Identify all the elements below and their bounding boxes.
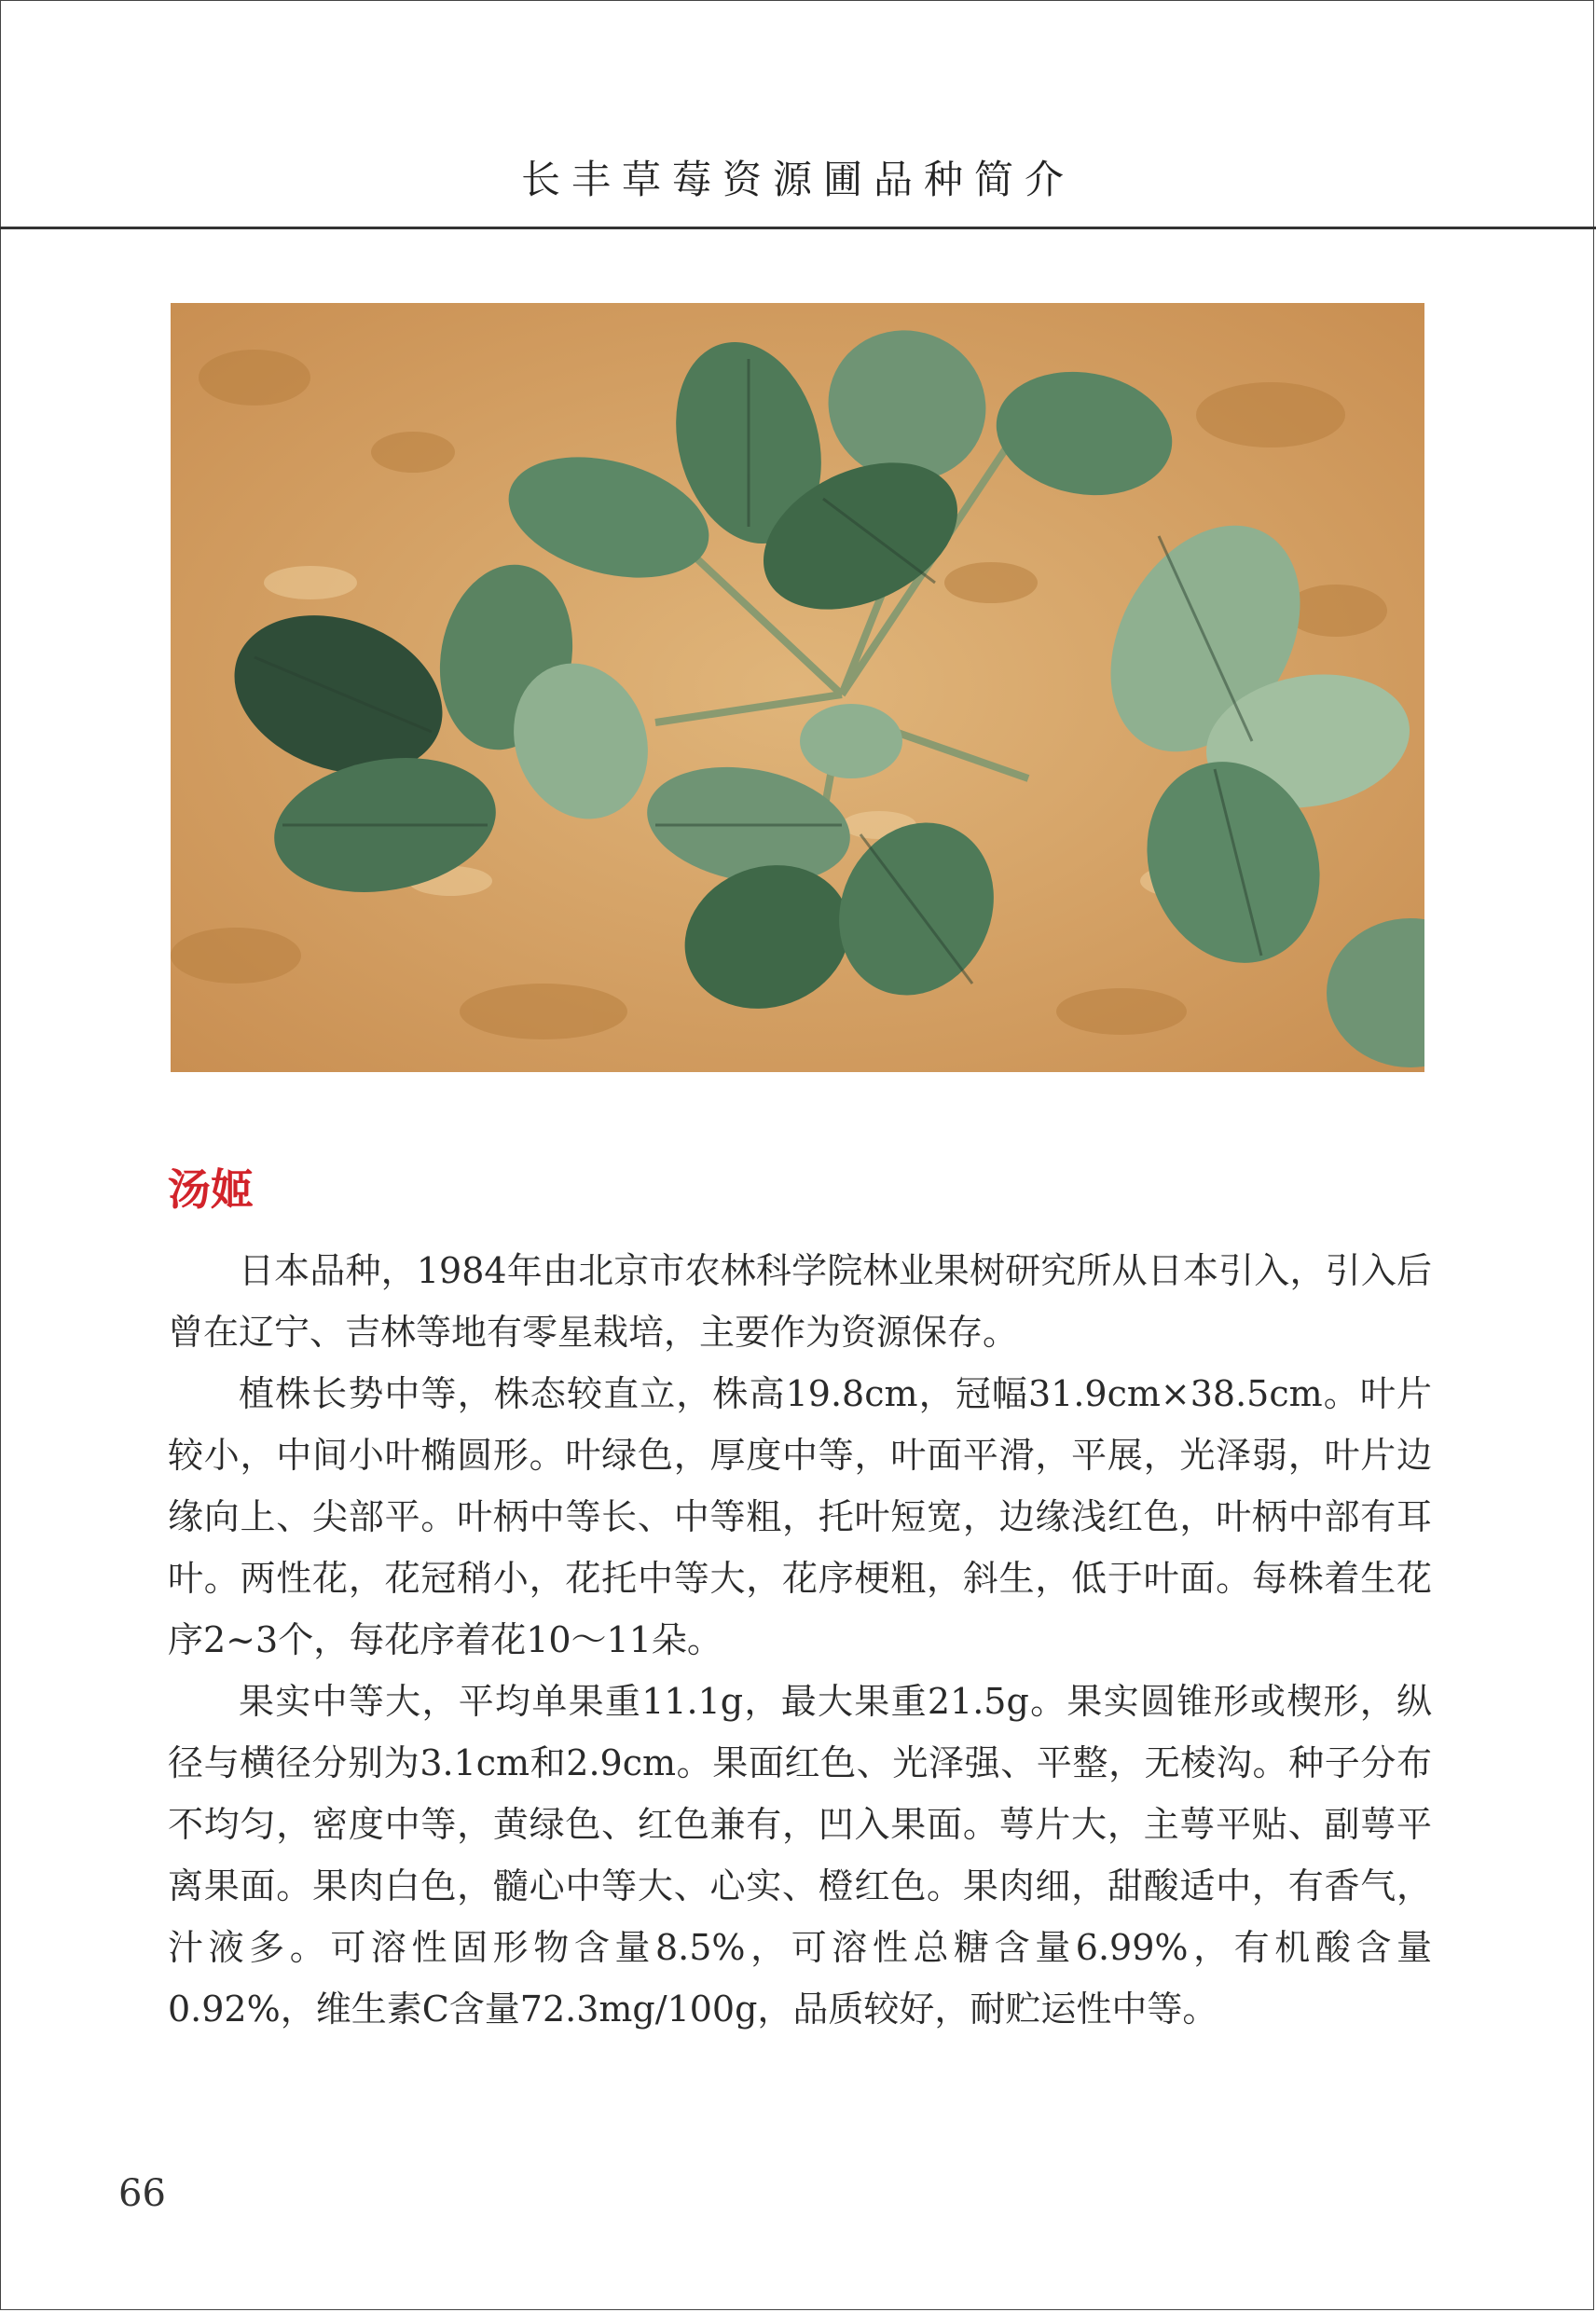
paragraph-plant-traits: 植株长势中等，株态较直立，株高19.8cm，冠幅31.9cm×38.5cm。叶片较小，中间小叶椭圆形。叶绿色，厚度中等，叶面平滑，平展，光泽弱，叶片边缘向上、尖部平。叶柄中等长、中等粗，托叶短宽，边缘浅红色，叶柄中部有耳叶。两性花，花冠稍小，花托中等大，花序梗粗，斜生，低于叶面。每株着生花序2~3个，每花序着花10～11朵。 xyxy=(168,1373,1432,1660)
strawberry-plant-illustration xyxy=(171,303,1424,1072)
variety-description xyxy=(168,1240,1432,2040)
running-header xyxy=(0,0,1596,229)
running-header-title: 长丰草莓资源圃品种简介 xyxy=(520,157,1075,202)
page-number: 66 xyxy=(118,2172,166,2215)
variety-title: 汤姬 xyxy=(168,1164,254,1215)
paragraph-origin: 日本品种，1984年由北京市农林科学院林业果树研究所从日本引入，引入后曾在辽宁、吉林等地有零星栽培，主要作为资源保存。 xyxy=(168,1250,1432,1353)
strawberry-plant-photo xyxy=(171,303,1424,1072)
paragraph-fruit-traits: 果实中等大，平均单果重11.1g，最大果重21.5g。果实圆锥形或楔形，纵径与横径分别为3.1cm和2.9cm。果面红色、光泽强、平整，无棱沟。种子分布不均匀，密度中等，黄绿色、红色兼有，凹入果面。萼片大，主萼平贴、副萼平离果面。果肉白色，髓心中等大、心实、橙红色。果肉细，甜酸适中，有香气，汁液多。可溶性固形物含量8.5%，可溶性总糖含量6.99%，有机酸含量0.92%，维生素C含量72.3mg/100g，品质较好，耐贮运性中等。 xyxy=(168,1681,1432,2030)
